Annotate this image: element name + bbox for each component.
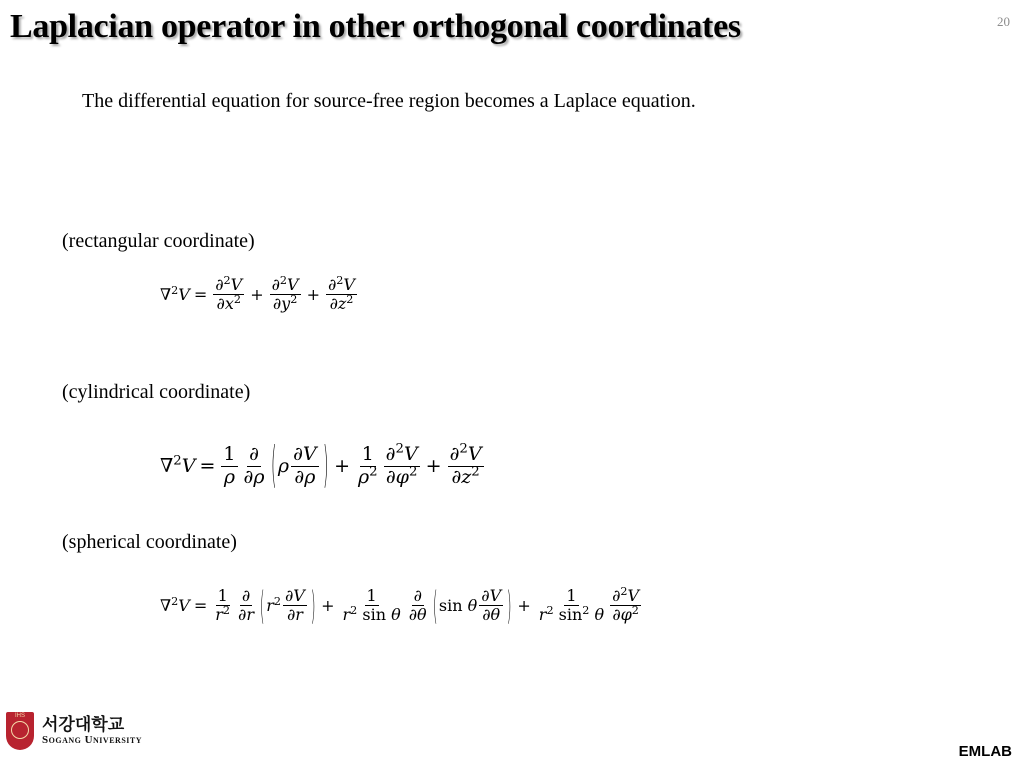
page-number: 20 xyxy=(997,14,1010,29)
rectangular-label: (rectangular coordinate) xyxy=(62,230,255,252)
spherical-equation: ∇$^2$V = $\frac{1}{r^2}$ $\frac{\partial}{\partial r}$ ( $r^2$ $\frac{\partial V}{\partial r}$ ) + $\frac{1}{r^2 \sin \theta}$ $\frac{\partial}{\partial\theta}$ ( sin θ $\frac{\partial V}{\partial\theta}$ ) + $\frac{1}{r^2 \sin^2 \theta}$ $\frac{\partial^2V}{\partial\varphi^2}$ xyxy=(160,583,640,629)
intro-text: The differential equation for source-free region becomes a Laplace equation. xyxy=(82,90,696,112)
seal-text: IHS xyxy=(14,713,25,719)
spherical-label: (spherical coordinate) xyxy=(62,531,237,553)
slide-title: Laplacian operator in other orthogonal coordinates xyxy=(10,8,741,45)
university-logo xyxy=(6,712,142,750)
university-seal-icon xyxy=(6,712,34,750)
cylindrical-equation: ∇$^2$V = $\frac{1}{\rho}$ $\frac{\partial}{\partial\rho}$ ( ρ $\frac{\partial V}{\partial\rho}$ ) + $\frac{1}{\rho^2}$ $\frac{\partial^2V}{\partial\varphi^2}$ + $\frac{\partial^2V}{\partial z^2}$ xyxy=(160,437,482,495)
footer-lab-name: EMLAB xyxy=(958,743,1012,760)
logo-english-name: Sogang University xyxy=(42,734,142,746)
rectangular-equation: ∇$^2$V = $\frac{\partial^2V}{\partial x^2}$ + $\frac{\partial^2V}{\partial y^2}$ + $\frac{\partial^2V}{\partial z^2}$ xyxy=(160,273,355,314)
cylindrical-label: (cylindrical coordinate) xyxy=(62,381,251,403)
logo-korean-name: 서강대학교 xyxy=(42,715,125,735)
